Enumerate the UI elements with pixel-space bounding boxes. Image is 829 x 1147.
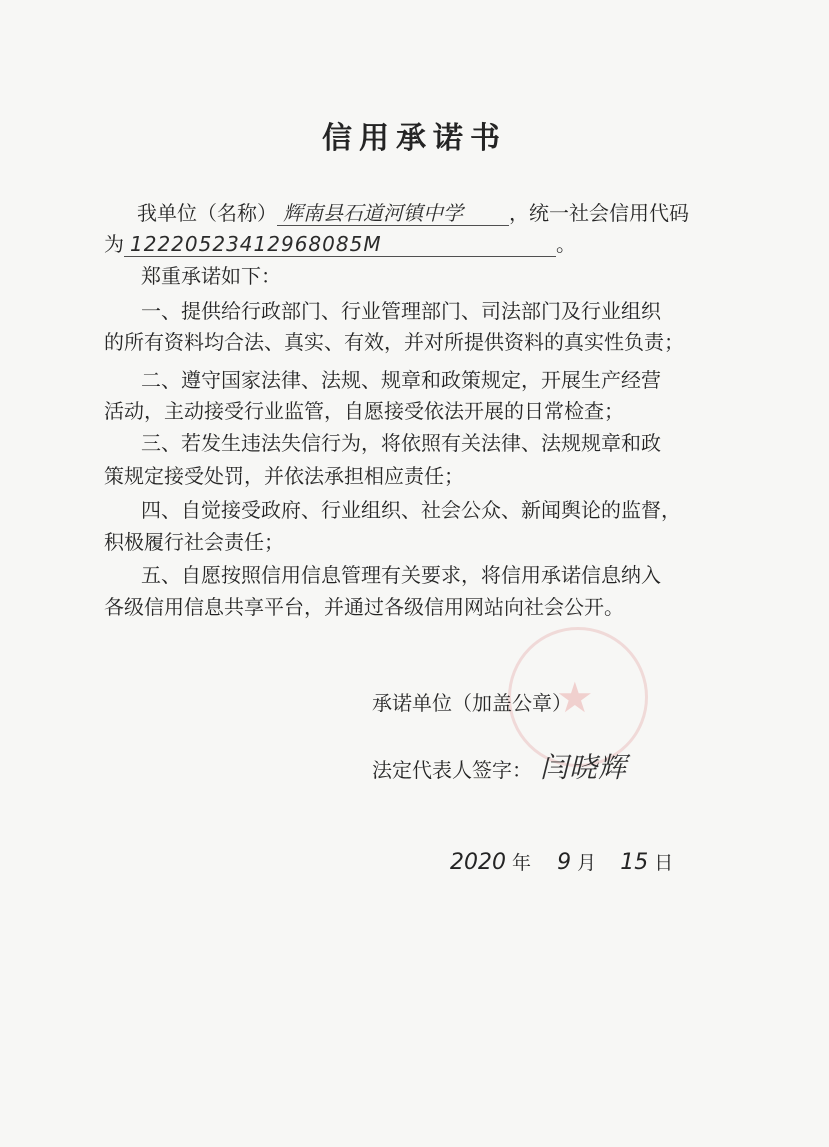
- commitment-heading: 郑重承诺如下：: [141, 264, 281, 288]
- seal-star-icon: ★: [556, 673, 594, 722]
- date-line: [450, 848, 673, 878]
- commitment-item-3a: 三、若发生违法失信行为，将依照有关法律、法规规章和政: [141, 431, 661, 455]
- unit-name-field: 辉南县石道河镇中学: [277, 201, 509, 226]
- commitment-item-3b: 策规定接受处罚，并依法承担相应责任；: [104, 464, 464, 488]
- date-day-label: 日: [654, 852, 674, 874]
- date-month: 9: [557, 850, 572, 875]
- credit-code-prefix: 为: [104, 232, 124, 256]
- signature-label: 法定代表人签字：: [372, 758, 532, 782]
- legal-representative-signature: 闫晓辉: [540, 751, 628, 784]
- commitment-item-1b: 的所有资料均合法、真实、有效，并对所提供资料的真实性负责；: [104, 330, 684, 354]
- date-year: 2020: [450, 850, 506, 875]
- commitment-item-4b: 积极履行社会责任；: [104, 530, 284, 554]
- commitment-item-2b: 活动，主动接受行业监管，自愿接受依法开展的日常检查；: [104, 399, 624, 423]
- commitment-item-2a: 二、遵守国家法律、法规、规章和政策规定，开展生产经营: [141, 368, 661, 392]
- seal-label: 承诺单位（加盖公章）: [372, 691, 572, 715]
- date-month-label: 月: [577, 852, 597, 874]
- commitment-item-4a: 四、自觉接受政府、行业组织、社会公众、新闻舆论的监督，: [141, 498, 681, 522]
- date-year-label: 年: [512, 852, 532, 874]
- credit-code-suffix: 。: [556, 232, 576, 256]
- credit-code-line: [104, 229, 576, 259]
- intro-prefix: 我单位（名称）: [137, 201, 277, 225]
- commitment-item-1a: 一、提供给行政部门、行业管理部门、司法部门及行业组织: [141, 299, 661, 323]
- commitment-item-5b: 各级信用信息共享平台，并通过各级信用网站向社会公开。: [104, 595, 624, 619]
- document-title: 信用承诺书: [322, 121, 507, 156]
- date-day: 15: [620, 850, 649, 875]
- intro-line: [137, 198, 689, 228]
- intro-suffix: ，统一社会信用代码: [509, 201, 689, 225]
- commitment-item-5a: 五、自愿按照信用信息管理有关要求，将信用承诺信息纳入: [141, 563, 661, 587]
- credit-code-field: 12220523412968085M: [124, 232, 556, 257]
- signature-line: [372, 753, 627, 785]
